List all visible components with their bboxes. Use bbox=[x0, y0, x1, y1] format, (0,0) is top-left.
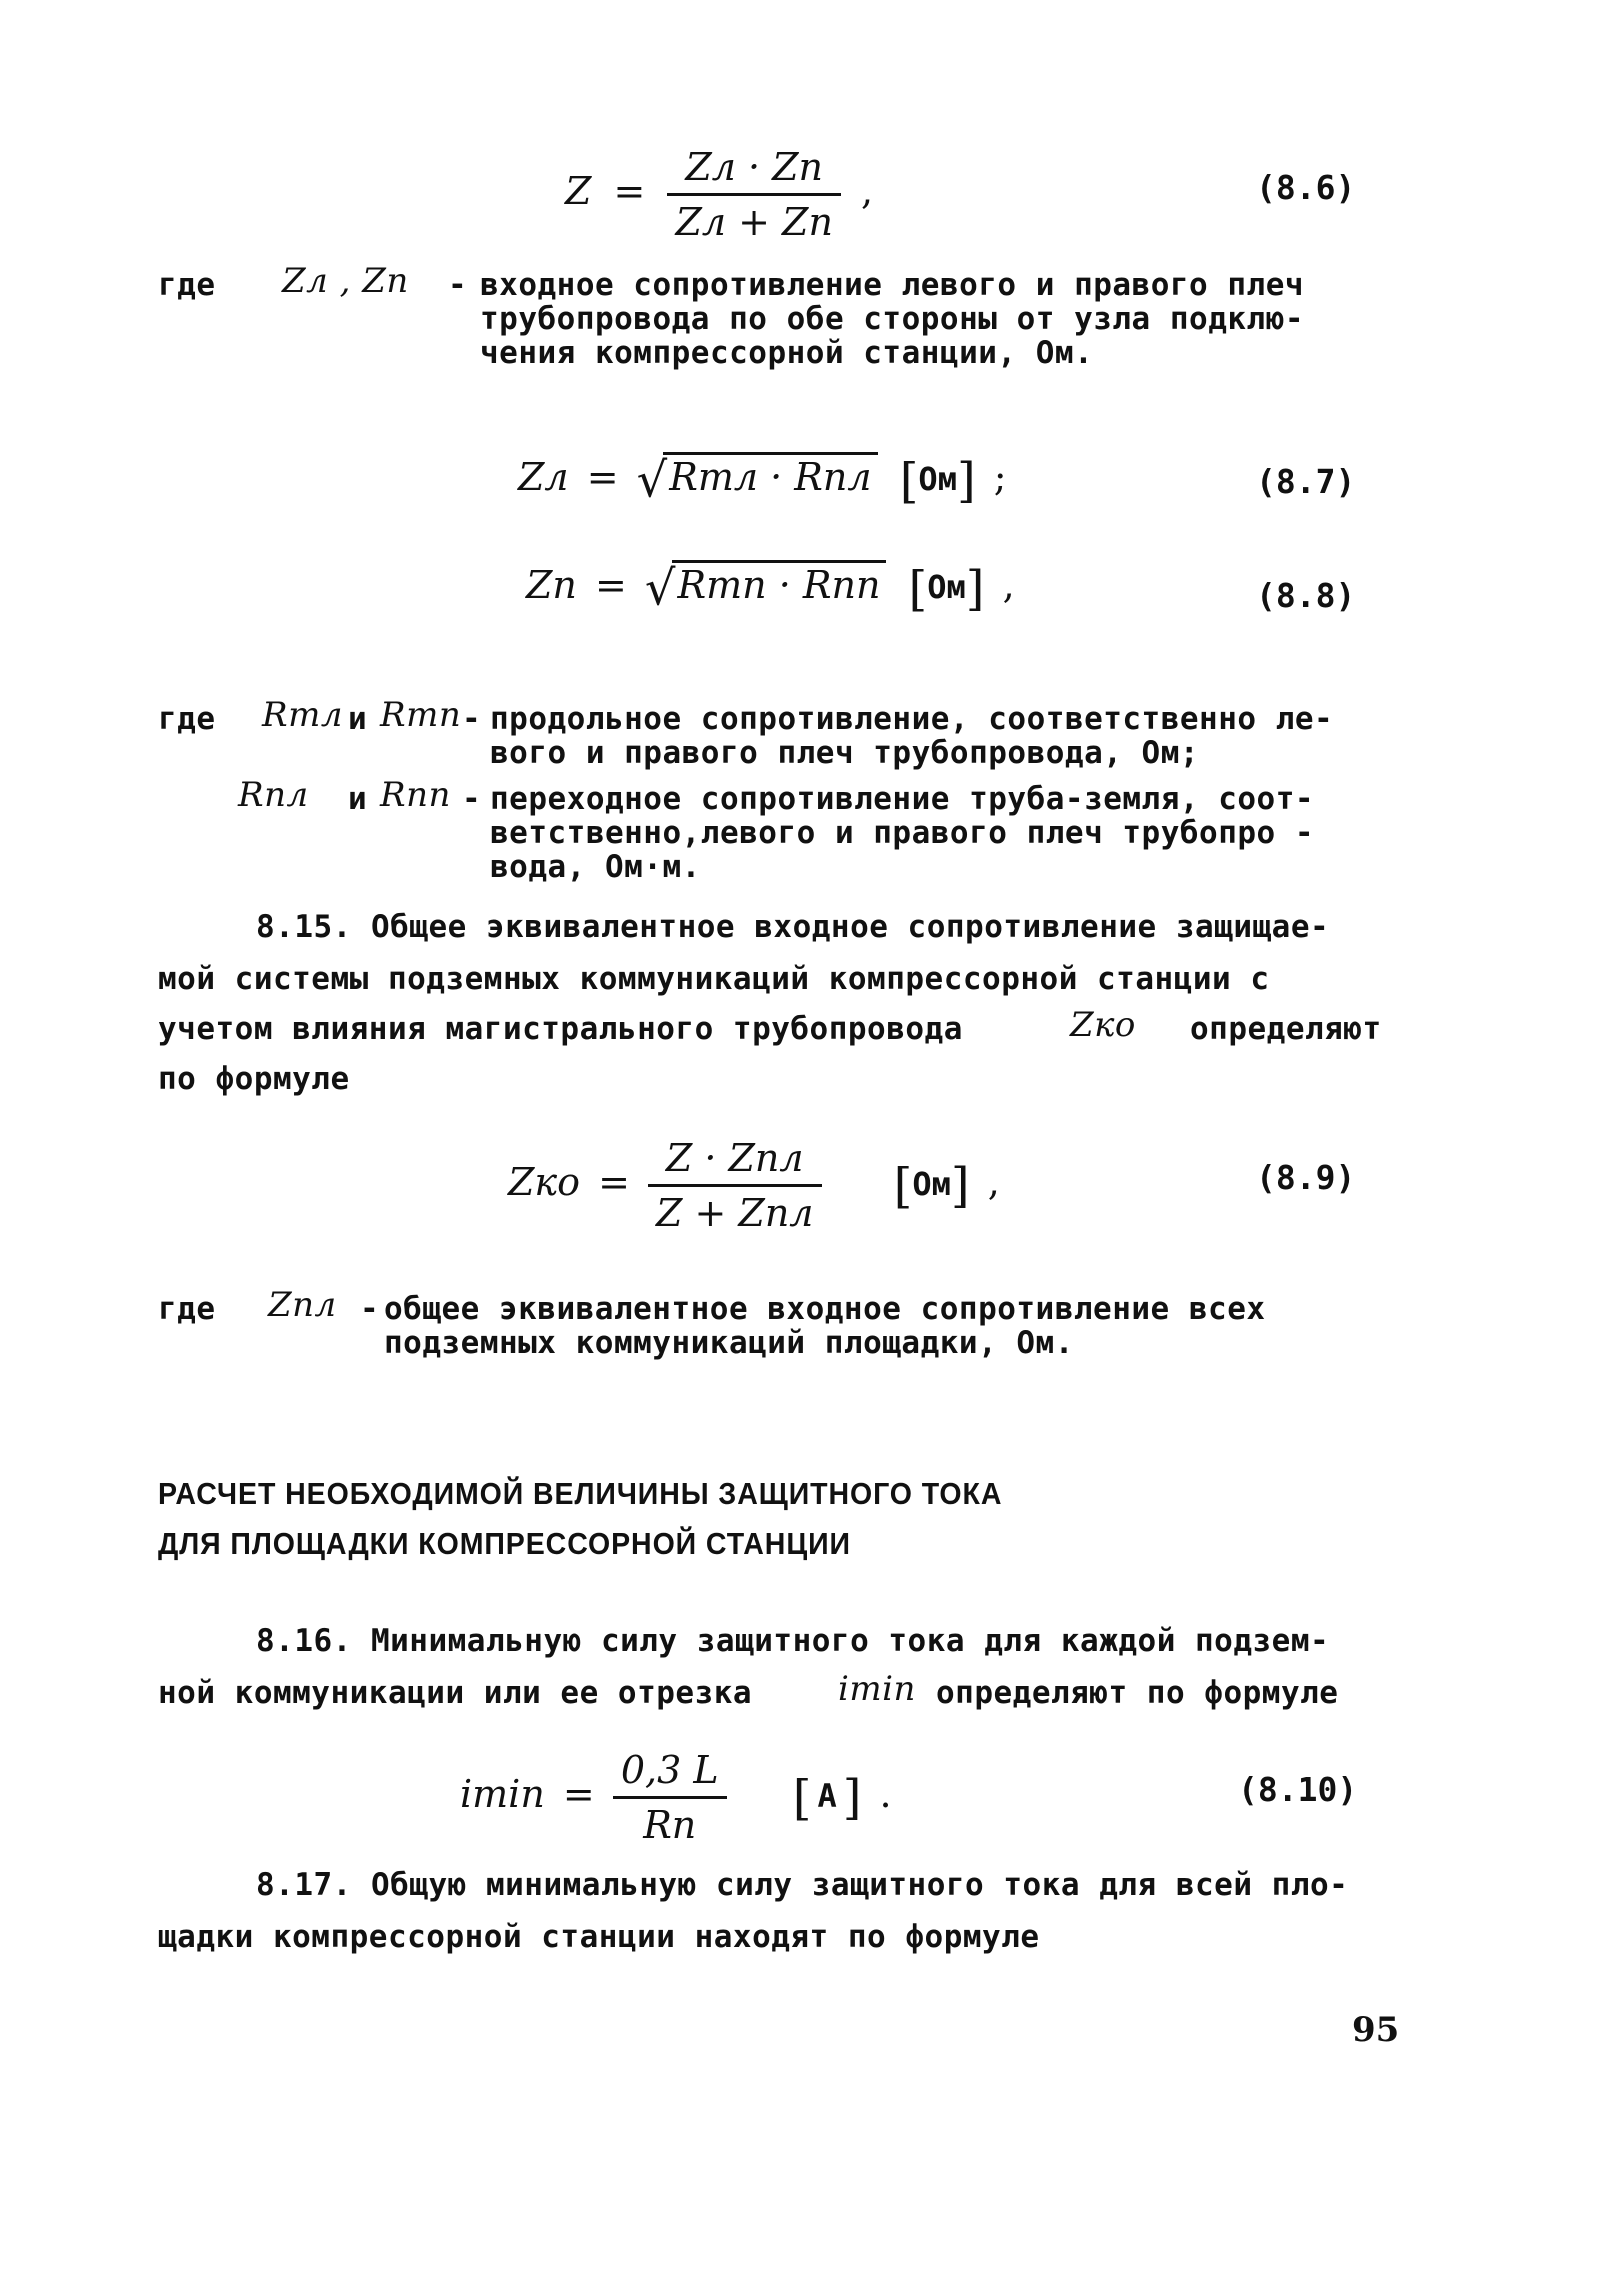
paragraph-line: щадки компрессорной станции находят по формуле bbox=[158, 1919, 1040, 1955]
paragraph-line: 8.16. Минимальную силу защитного тока для каждой подзем- bbox=[256, 1623, 1330, 1659]
bracket-right: ] bbox=[842, 1769, 862, 1826]
formula-8-10 bbox=[460, 1748, 892, 1847]
equals-sign: = bbox=[594, 563, 627, 607]
paragraph-line: по формуле bbox=[158, 1061, 350, 1097]
paragraph-line: 8.15. Общее эквивалентное входное сопротивление защищае- bbox=[256, 909, 1330, 945]
fraction-denominator: Zл + Zп bbox=[675, 200, 833, 244]
fraction bbox=[648, 1136, 821, 1235]
where-dash: - bbox=[360, 1291, 380, 1327]
paragraph-line: ной коммуникации или ее отрезка bbox=[158, 1675, 753, 1711]
inline-symbol: imin bbox=[838, 1669, 916, 1709]
bracket-right: ] bbox=[950, 1157, 970, 1214]
sqrt-icon: √ bbox=[636, 452, 668, 509]
where-symbol: Rпп bbox=[380, 775, 451, 815]
formula-trail: . bbox=[879, 1772, 892, 1816]
fraction-numerator: Zл · Zп bbox=[667, 145, 840, 196]
conjunction: и bbox=[348, 781, 368, 817]
formula-lhs: Zп bbox=[526, 563, 577, 607]
formula-8-9 bbox=[508, 1136, 1000, 1235]
equals-sign: = bbox=[613, 169, 646, 213]
where-definition-line: входное сопротивление левого и правого плеч bbox=[480, 267, 1305, 303]
equation-number-8-10: (8.10) bbox=[1238, 1770, 1358, 1809]
formula-trail: , bbox=[1002, 563, 1015, 607]
equation-number-8-9: (8.9) bbox=[1256, 1158, 1356, 1197]
equals-sign: = bbox=[586, 455, 619, 499]
where-definition-line: чения компрессорной станции, Ом. bbox=[480, 335, 1094, 371]
sqrt-icon: √ bbox=[644, 560, 676, 617]
where-definition-line: ветственно,левого и правого плеч трубопро - bbox=[490, 815, 1315, 851]
fraction bbox=[613, 1748, 727, 1847]
conjunction: и bbox=[348, 701, 368, 737]
where-definition-line: вода, Ом·м. bbox=[490, 849, 701, 885]
formula-lhs: Zл bbox=[518, 455, 569, 499]
radicand: Rтл · Rпл bbox=[663, 452, 877, 499]
fraction bbox=[667, 145, 840, 244]
fraction-numerator: Z · Zпл bbox=[648, 1136, 821, 1187]
bracket-right: ] bbox=[965, 560, 985, 617]
unit: Ом bbox=[912, 1165, 951, 1203]
bracket-left: [ bbox=[908, 560, 928, 617]
fraction-denominator: Z + Zпл bbox=[656, 1191, 814, 1235]
section-heading: РАСЧЕТ НЕОБХОДИМОЙ ВЕЛИЧИНЫ ЗАЩИТНОГО ТОКА bbox=[158, 1476, 1003, 1511]
equals-sign: = bbox=[562, 1772, 595, 1816]
where-definition-line: трубопровода по обе стороны от узла подклю- bbox=[480, 301, 1305, 337]
formula-8-6 bbox=[565, 145, 873, 244]
formula-8-8 bbox=[526, 560, 1015, 617]
equals-sign: = bbox=[598, 1160, 630, 1204]
paragraph-line: определяют bbox=[1190, 1011, 1382, 1047]
where-symbol: Rпл bbox=[238, 775, 309, 815]
formula-lhs: Z bbox=[565, 169, 592, 213]
equation-number-8-8: (8.8) bbox=[1256, 576, 1356, 615]
where-symbol: Zпл bbox=[268, 1285, 337, 1325]
formula-trail: ; bbox=[993, 455, 1007, 499]
bracket-left: [ bbox=[899, 452, 919, 509]
where-dash: - bbox=[462, 781, 482, 817]
formula-lhs: Zко bbox=[508, 1160, 580, 1204]
formula-lhs: imin bbox=[460, 1772, 545, 1816]
paragraph-line: 8.17. Общую минимальную силу защитного тока для всей пло- bbox=[256, 1867, 1349, 1903]
where-symbol: Zл , Zп bbox=[282, 261, 409, 301]
where-symbol: Rтл bbox=[262, 695, 343, 735]
where-definition-line: подземных коммуникаций площадки, Ом. bbox=[384, 1325, 1074, 1361]
paragraph-line: учетом влияния магистрального трубопровода bbox=[158, 1011, 963, 1047]
equation-number-8-6: (8.6) bbox=[1256, 168, 1356, 207]
paragraph-line: мой системы подземных коммуникаций компрессорной станции с bbox=[158, 961, 1270, 997]
formula-trail: , bbox=[987, 1160, 1000, 1204]
formula-trail: , bbox=[861, 169, 874, 213]
bracket-right: ] bbox=[956, 452, 976, 509]
paragraph-line: определяют по формуле bbox=[936, 1675, 1339, 1711]
fraction-numerator: 0,3 L bbox=[613, 1748, 727, 1799]
where-definition-line: продольное сопротивление, соответственно ле- bbox=[490, 701, 1334, 737]
formula-8-7 bbox=[518, 452, 1007, 509]
equation-number-8-7: (8.7) bbox=[1256, 462, 1356, 501]
unit: А bbox=[817, 1777, 837, 1815]
where-symbol: Rтп bbox=[380, 695, 462, 735]
where-label: где bbox=[158, 1291, 216, 1327]
where-definition-line: вого и правого плеч трубопровода, Ом; bbox=[490, 735, 1200, 771]
where-label: где bbox=[158, 267, 216, 303]
page-number: 95 bbox=[1352, 2010, 1400, 2050]
fraction-denominator: Rп bbox=[643, 1803, 697, 1847]
where-label: где bbox=[158, 701, 216, 737]
where-dash: - bbox=[448, 267, 468, 303]
where-definition-line: переходное сопротивление труба-земля, соот- bbox=[490, 781, 1315, 817]
unit: Ом bbox=[918, 460, 957, 498]
radicand: Rтп · Rпп bbox=[672, 560, 887, 607]
unit: Ом bbox=[927, 568, 966, 606]
where-definition-line: общее эквивалентное входное сопротивление всех bbox=[384, 1291, 1266, 1327]
section-heading: ДЛЯ ПЛОЩАДКИ КОМПРЕССОРНОЙ СТАНЦИИ bbox=[158, 1526, 851, 1561]
bracket-left: [ bbox=[893, 1157, 913, 1214]
inline-symbol: Zко bbox=[1070, 1005, 1136, 1045]
where-dash: - bbox=[462, 701, 482, 737]
bracket-left: [ bbox=[792, 1769, 812, 1826]
